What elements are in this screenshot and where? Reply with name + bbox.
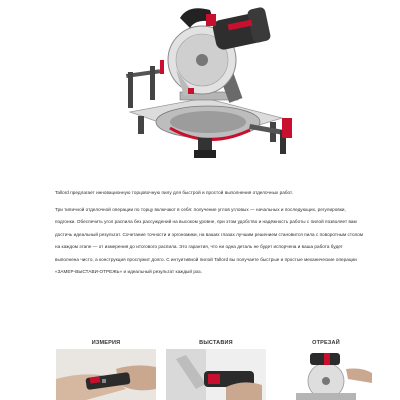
- step-cut: [276, 340, 376, 400]
- product-description: [55, 187, 367, 283]
- measuring-tool-icon: [56, 349, 156, 400]
- description-intro: Tallord предлагает инновационную торцовочную пилу для быстрой и простой выполнения отделочных работ.: [55, 190, 293, 195]
- description-body: Три типичной отделочной операции по торцу включают в себя: получение углов угловых — начальных и последующих, регулировки, подгонки. Обеспечить угол распила без рассуждений на высоком уровне, при этом удобство и надёжность работы с пилой позволяет вам достичь идеальный результат. Сочетание точности и эргономики, на ваших глазах лучшим решением становится пила с поворотным столом на каждом этапе — от измерения до итогового распила. Это гарантия, что ни одна деталь не будет испорчена и ваша работа будет выполнена чисто, а конструкция прослужит долго. С интуитивной пилой Tallord вы получаете быстрые и простые механические операции «ЗАМЕР-ВЫСТАВИ-ОТРЕЖЬ» и идеальный результат каждый раз.: [55, 206, 364, 274]
- step-measure: [56, 340, 156, 400]
- angle-setting-icon: [166, 349, 266, 400]
- steps-row: [56, 340, 376, 400]
- step-set-angle-label: ВЫСТАВИЯ: [199, 340, 233, 346]
- step-set-angle: [166, 340, 266, 400]
- cutting-saw-icon: [276, 349, 376, 400]
- step-measure-label: ИЗМЕРИЯ: [91, 340, 121, 346]
- product-image: [110, 0, 300, 180]
- step-cut-label: ОТРЕЗАЙ: [312, 340, 340, 346]
- miter-saw-icon: [110, 0, 300, 180]
